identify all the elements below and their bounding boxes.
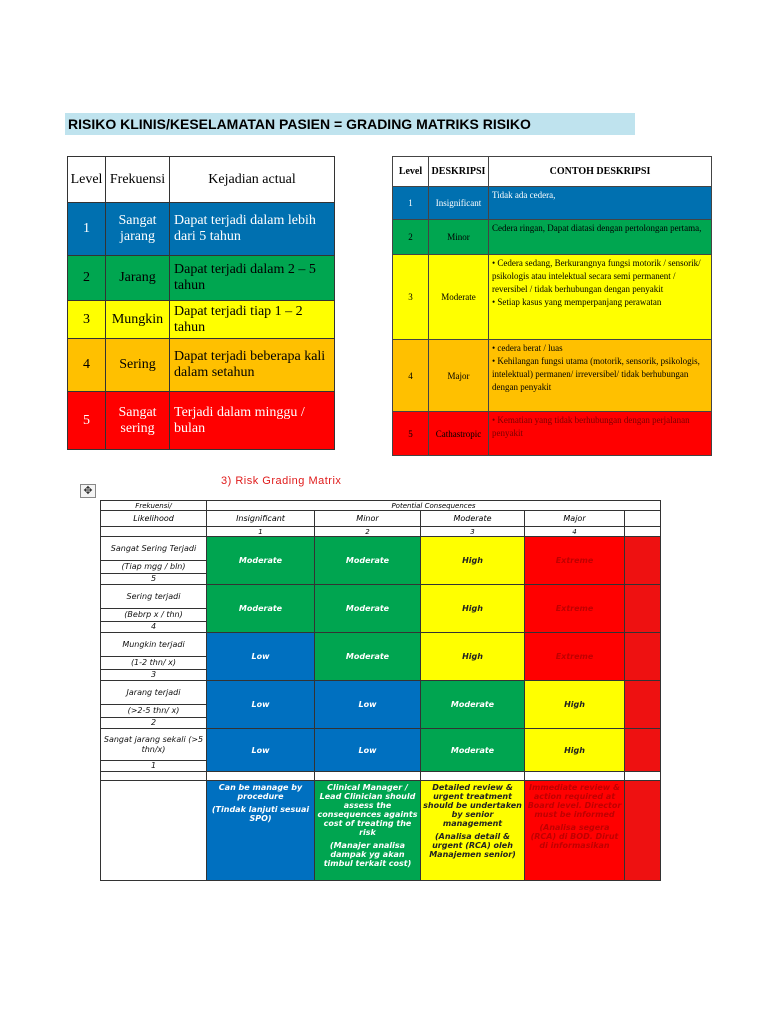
risk-cell: Low	[207, 633, 315, 681]
example-list	[492, 414, 708, 440]
spacer-cell	[525, 772, 625, 781]
matrix-row	[101, 681, 661, 705]
header-level: Level	[393, 157, 429, 187]
risk-cell: Low	[207, 729, 315, 772]
example-item: • cedera berat / luas	[492, 342, 708, 355]
page-title: RISIKO KLINIS/KESELAMATAN PASIEN = GRADING MATRIKS RISIKO	[65, 113, 635, 135]
consequence-label	[625, 511, 661, 527]
description-cell: Major	[429, 340, 489, 412]
example-text: Cedera ringan, Dapat diatasi dengan pertolongan pertama,	[492, 223, 702, 233]
risk-cell: Moderate	[421, 681, 525, 729]
description-row	[393, 412, 712, 456]
description-cell: Minor	[429, 220, 489, 255]
risk-cell: High	[421, 633, 525, 681]
likelihood-detail: (1-2 thn/ x)	[101, 657, 207, 670]
frequency-row	[68, 203, 335, 256]
header-example: CONTOH DESKRIPSI	[489, 157, 712, 187]
event-cell: Terjadi dalam minggu / bulan	[170, 392, 335, 450]
level-cell: 3	[68, 301, 106, 339]
consequence-number	[101, 527, 207, 537]
spacer-cell	[625, 772, 661, 781]
risk-cell: High	[421, 585, 525, 633]
matrix-title: 3) Risk Grading Matrix	[221, 475, 342, 487]
description-row	[393, 340, 712, 412]
risk-cell: Moderate	[315, 633, 421, 681]
level-cell: 4	[393, 340, 429, 412]
likelihood-label: Mungkin terjadi	[101, 633, 207, 657]
risk-cell	[625, 633, 661, 681]
spacer-cell	[207, 772, 315, 781]
level-cell: 2	[68, 256, 106, 301]
level-cell: 1	[68, 203, 106, 256]
event-cell: Dapat terjadi tiap 1 – 2 tahun	[170, 301, 335, 339]
level-cell: 4	[68, 339, 106, 392]
likelihood-number: 4	[101, 622, 207, 633]
risk-cell: Low	[315, 729, 421, 772]
likelihood-label: Sering terjadi	[101, 585, 207, 609]
consequence-label: Minor	[315, 511, 421, 527]
frequency-row	[68, 301, 335, 339]
likelihood-number: 5	[101, 574, 207, 585]
frequency-row	[68, 256, 335, 301]
example-cell	[489, 412, 712, 456]
example-text: Tidak ada cedera,	[492, 190, 556, 200]
risk-cell: High	[525, 729, 625, 772]
example-list	[492, 342, 708, 394]
frequency-cell: Sangat jarang	[106, 203, 170, 256]
example-cell	[489, 340, 712, 412]
header-likelihood: Likelihood	[101, 511, 207, 527]
risk-cell: Extreme	[525, 537, 625, 585]
example-item: • Setiap kasus yang memperpanjang perawatan	[492, 296, 708, 309]
action-main-text: Clinical Manager / Lead Clinician should assess the consequences againts cost of treating the risk	[317, 783, 418, 837]
risk-cell: Moderate	[421, 729, 525, 772]
action-cell	[525, 781, 625, 881]
risk-cell	[625, 729, 661, 772]
level-cell: 1	[393, 187, 429, 220]
consequence-number	[625, 527, 661, 537]
risk-cell	[625, 585, 661, 633]
action-sub-text: (Analisa detail & urgent (RCA) oleh Manajemen senior)	[429, 832, 516, 859]
description-cell: Insignificant	[429, 187, 489, 220]
consequence-number: 1	[207, 527, 315, 537]
header-consequences: Potential Consequences	[207, 501, 661, 511]
header-description: DESKRIPSI	[429, 157, 489, 187]
frequency-table	[67, 156, 335, 450]
description-cell: Moderate	[429, 255, 489, 340]
likelihood-label: Sangat Sering Terjadi	[101, 537, 207, 561]
frequency-cell: Mungkin	[106, 301, 170, 339]
action-row	[101, 781, 661, 881]
frequency-row	[68, 392, 335, 450]
level-cell: 5	[68, 392, 106, 450]
matrix-row	[101, 537, 661, 561]
example-cell	[489, 220, 712, 255]
action-cell	[625, 781, 661, 881]
likelihood-label: Jarang terjadi	[101, 681, 207, 705]
spacer-cell	[101, 772, 207, 781]
event-cell: Dapat terjadi beberapa kali dalam setahun	[170, 339, 335, 392]
spacer-cell	[421, 772, 525, 781]
matrix-row	[101, 729, 661, 761]
risk-cell: Low	[207, 681, 315, 729]
risk-cell: Moderate	[207, 537, 315, 585]
frequency-cell: Sering	[106, 339, 170, 392]
likelihood-number: 3	[101, 670, 207, 681]
likelihood-detail: (Bebrp x / thn)	[101, 609, 207, 622]
likelihood-label: Sangat jarang sekali (>5 thn/x)	[101, 729, 207, 761]
action-label-cell	[101, 781, 207, 881]
risk-cell	[625, 681, 661, 729]
description-row	[393, 255, 712, 340]
example-item: • Kehilangan fungsi utama (motorik, sensorik, psikologis, intelektual) permanen/ irreversibel/ tidak berhubungan dengan penyakit	[492, 355, 708, 394]
likelihood-detail: (>2-5 thn/ x)	[101, 705, 207, 718]
likelihood-detail: (Tiap mgg / bln)	[101, 561, 207, 574]
example-cell	[489, 187, 712, 220]
action-sub-text: (Tindak lanjuti sesuai SPO)	[211, 805, 310, 823]
risk-cell	[625, 537, 661, 585]
action-cell	[315, 781, 421, 881]
frequency-cell: Sangat sering	[106, 392, 170, 450]
frequency-cell: Jarang	[106, 256, 170, 301]
example-item: • Kematian yang tidak berhubungan dengan perjalanan penyakit	[492, 414, 708, 440]
consequence-label: Major	[525, 511, 625, 527]
risk-cell: High	[525, 681, 625, 729]
consequence-label: Insignificant	[207, 511, 315, 527]
matrix-row	[101, 585, 661, 609]
spacer-cell	[315, 772, 421, 781]
risk-cell: Moderate	[315, 585, 421, 633]
risk-cell: Extreme	[525, 633, 625, 681]
action-main-text: Can be manage by procedure	[218, 783, 303, 801]
consequence-number: 4	[525, 527, 625, 537]
risk-matrix	[100, 500, 661, 881]
action-main-text: Immediate review & action required at Board level. Director must be informed	[527, 783, 622, 819]
header-frequency: Frekuensi/	[101, 501, 207, 511]
example-list	[492, 257, 708, 309]
level-cell: 2	[393, 220, 429, 255]
consequence-number: 3	[421, 527, 525, 537]
risk-cell: Moderate	[315, 537, 421, 585]
header-event: Kejadian actual	[170, 157, 335, 203]
risk-cell: Extreme	[525, 585, 625, 633]
level-cell: 3	[393, 255, 429, 340]
frequency-row	[68, 339, 335, 392]
risk-cell: Moderate	[207, 585, 315, 633]
likelihood-number: 2	[101, 718, 207, 729]
matrix-spacer-row	[101, 772, 661, 781]
example-item: • Cedera sedang, Berkurangnya fungsi motorik / sensorik/ psikologis atau intelektual secara semi permanent / reversibel / tidak berhubungan dengan penyakit	[492, 257, 708, 296]
action-cell	[207, 781, 315, 881]
description-cell: Cathastropic	[429, 412, 489, 456]
action-sub-text: (Analisa segera (RCA) di BOD. Dirut di informasikan	[530, 823, 619, 850]
risk-cell: Low	[315, 681, 421, 729]
action-cell	[421, 781, 525, 881]
action-main-text: Detailed review & urgent treatment should be undertaken by senior management	[423, 783, 522, 828]
description-row	[393, 220, 712, 255]
description-table-container	[392, 156, 702, 456]
consequence-number: 2	[315, 527, 421, 537]
matrix-row	[101, 633, 661, 657]
header-frequency: Frekuensi	[106, 157, 170, 203]
risk-matrix-container	[100, 500, 636, 868]
risk-cell: High	[421, 537, 525, 585]
header-level: Level	[68, 157, 106, 203]
event-cell: Dapat terjadi dalam 2 – 5 tahun	[170, 256, 335, 301]
level-cell: 5	[393, 412, 429, 456]
description-table	[392, 156, 712, 456]
action-sub-text: (Manajer analisa dampak yg akan timbul terkait cost)	[323, 841, 412, 868]
example-cell	[489, 255, 712, 340]
event-cell: Dapat terjadi dalam lebih dari 5 tahun	[170, 203, 335, 256]
description-row	[393, 187, 712, 220]
consequence-label: Moderate	[421, 511, 525, 527]
move-handle-icon[interactable]: ✥	[80, 484, 96, 498]
likelihood-number: 1	[101, 761, 207, 772]
